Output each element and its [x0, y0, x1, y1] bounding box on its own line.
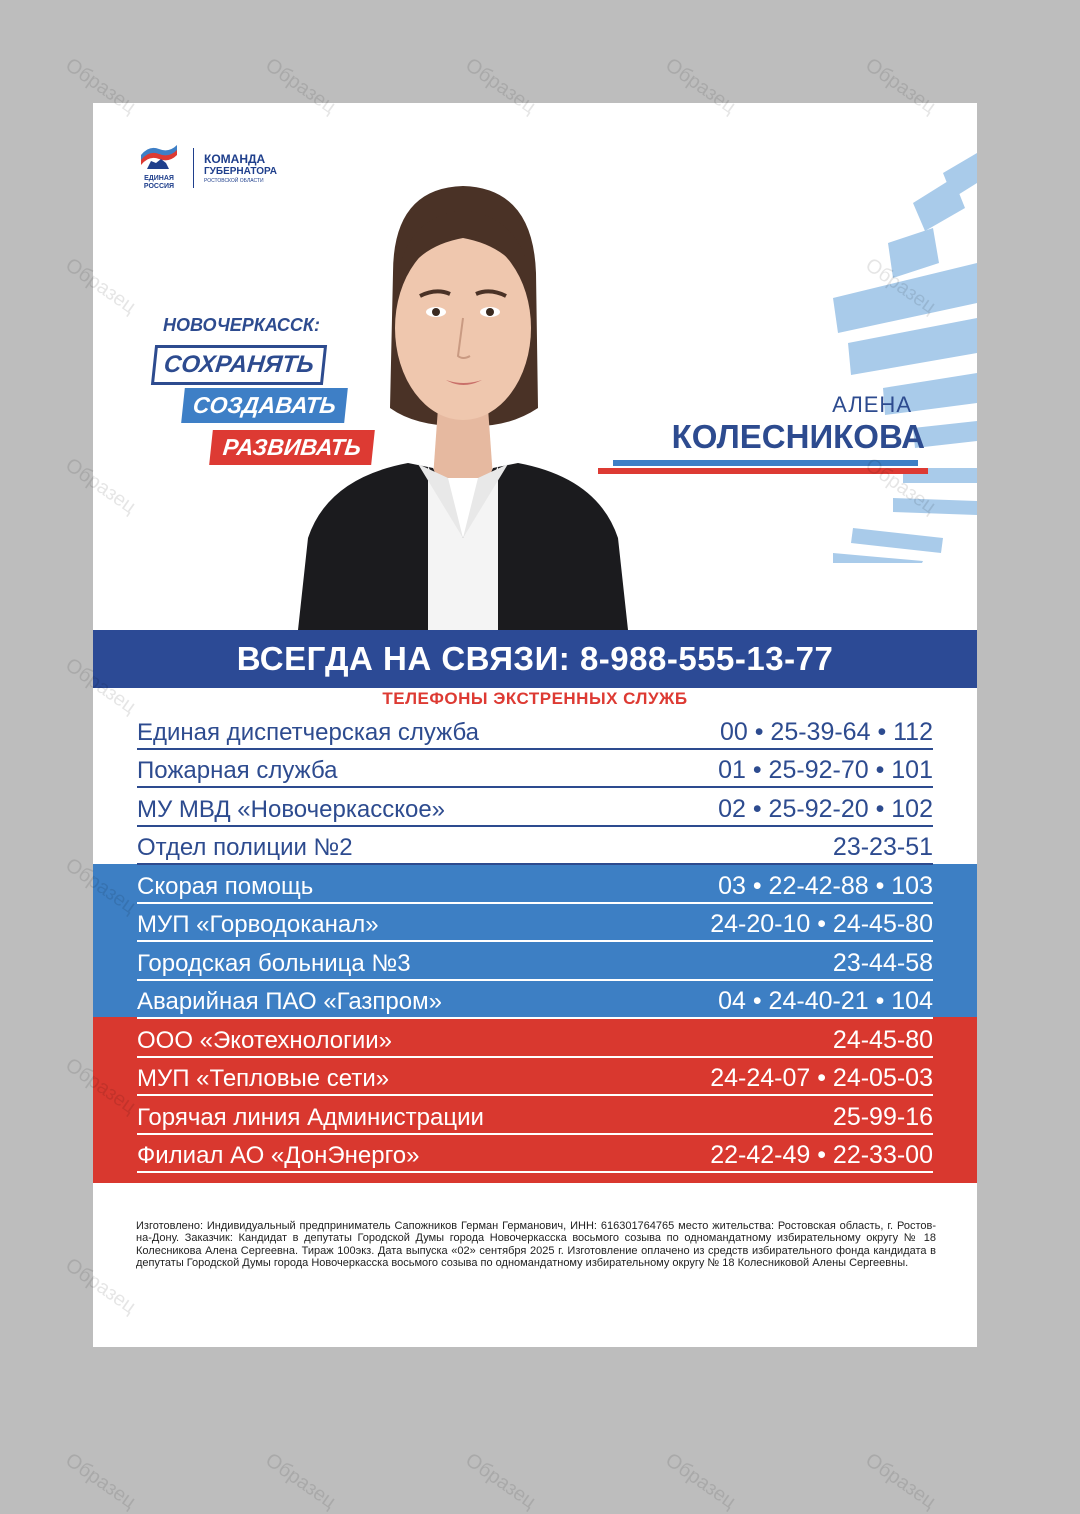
candidate-photo — [298, 178, 628, 630]
list-item — [137, 1135, 933, 1174]
emergency-title: ТЕЛЕФОНЫ ЭКСТРЕННЫХ СЛУЖБ — [382, 689, 688, 708]
watermark-text: Образец — [461, 1448, 540, 1514]
watermark-text: Образец — [661, 1448, 740, 1514]
list-item — [137, 865, 933, 904]
list-item — [137, 904, 933, 943]
watermark-text: Образец — [461, 53, 540, 119]
watermark-text: Образец — [61, 1448, 140, 1514]
governor-team-logo — [204, 152, 277, 185]
list-item — [137, 1096, 933, 1135]
watermark-text: Образец — [861, 53, 940, 119]
name-underline-red — [598, 468, 928, 474]
imprint-text: Изготовлено: Индивидуальный предприниматель Сапожников Герман Германович, ИНН: 616301764765 место жительства: Ростовская область, г. Ростов-на-Дону. Заказчик: Кандидат в депутаты Городской Думы города Новочеркасска восьмого созыва по одномандатному избирательному округу № 18 Колесникова Алена Сергеевна. Тираж 100экз. Дата выпуска «02» сентября 2025 г. Изготовление оплачено из средств избирательного фонда кандидата в депутаты Городской Думы города Новочеркасска восьмого созыва по одномандатному избирательному округу № 18 Колесниковой Алены Сергеевны. — [136, 1220, 936, 1270]
service-phone: 00 • 25-39-64 • 112 — [719, 717, 933, 746]
poster-sheet — [93, 103, 977, 1347]
slogan-city: НОВОЧЕРКАССК: — [163, 315, 320, 335]
service-phone: 24-24-07 • 24-05-03 — [710, 1064, 933, 1092]
service-name: МУП «Горводоканал» — [137, 911, 379, 938]
party-logo — [137, 145, 277, 191]
service-phone: 01 • 25-92-70 • 101 — [718, 756, 933, 784]
service-phone: 04 • 24-40-21 • 104 — [718, 987, 933, 1015]
logo-divider — [193, 148, 194, 188]
decorative-stripes — [793, 143, 977, 563]
list-item — [137, 711, 933, 750]
watermark-text: Образец — [261, 1448, 340, 1514]
slogan-word-create: СОЗДАВАТЬ — [181, 388, 348, 423]
list-item — [137, 1058, 933, 1097]
slogan-word-preserve: СОХРАНЯТЬ — [151, 345, 327, 385]
service-phone: 24-20-10 • 24-45-80 — [710, 910, 933, 938]
watermark-text: Образец — [661, 53, 740, 119]
service-name: Городская больница №3 — [137, 949, 411, 977]
list-item — [137, 788, 933, 827]
service-name: Пожарная служба — [137, 757, 338, 784]
service-name: Горячая линия Администрации — [137, 1103, 484, 1131]
watermark-text: Образец — [261, 53, 340, 119]
service-name: Отдел полиции №2 — [137, 834, 353, 861]
candidate-last-name: КОЛЕСНИКОВА — [671, 418, 925, 455]
service-name: Филиал АО «ДонЭнерго» — [137, 1142, 420, 1169]
service-phone: 23-44-58 — [832, 948, 933, 977]
united-russia-logo — [137, 145, 181, 191]
service-phone: 02 • 25-92-20 • 102 — [718, 794, 933, 823]
watermark-text: Образец — [61, 53, 140, 119]
service-phone: 03 • 22-42-88 • 103 — [718, 871, 933, 900]
candidate-first-name: АЛЕНА — [832, 392, 912, 417]
watermark-text: Образец — [861, 1448, 940, 1514]
contact-banner: ВСЕГДА НА СВЯЗИ: 8-988-555-13-77 — [93, 630, 977, 688]
list-item — [137, 827, 933, 866]
service-phone: 23-23-51 — [832, 833, 933, 861]
list-item — [137, 981, 933, 1020]
slogan-word-develop: РАЗВИВАТЬ — [209, 430, 375, 465]
bear-flag-icon — [139, 145, 179, 171]
service-name: ООО «Экотехнологии» — [137, 1026, 393, 1054]
team-line1: КОМАНДА — [204, 151, 266, 166]
service-name: Единая диспетчерская служба — [137, 718, 480, 746]
service-name: Скорая помощь — [137, 872, 314, 900]
list-item — [137, 942, 933, 981]
party-name-line2: РОССИЯ — [143, 183, 175, 190]
name-underline-blue — [613, 460, 918, 466]
service-phone: 25-99-16 — [832, 1102, 933, 1131]
list-item — [137, 750, 933, 789]
team-line3: РОСТОВСКОЙ ОБЛАСТИ — [204, 177, 264, 184]
list-item — [137, 1019, 933, 1058]
emergency-phone-list — [137, 711, 933, 1173]
service-name: МУ МВД «Новочеркасское» — [137, 795, 446, 823]
team-line2: ГУБЕРНАТОРА — [204, 165, 278, 177]
service-name: МУП «Тепловые сети» — [137, 1065, 390, 1092]
service-phone: 22-42-49 • 22-33-00 — [710, 1141, 933, 1169]
service-phone: 24-45-80 — [832, 1025, 933, 1054]
party-name-line1: ЕДИНАЯ — [144, 175, 174, 182]
service-name: Аварийная ПАО «Газпром» — [137, 988, 442, 1015]
